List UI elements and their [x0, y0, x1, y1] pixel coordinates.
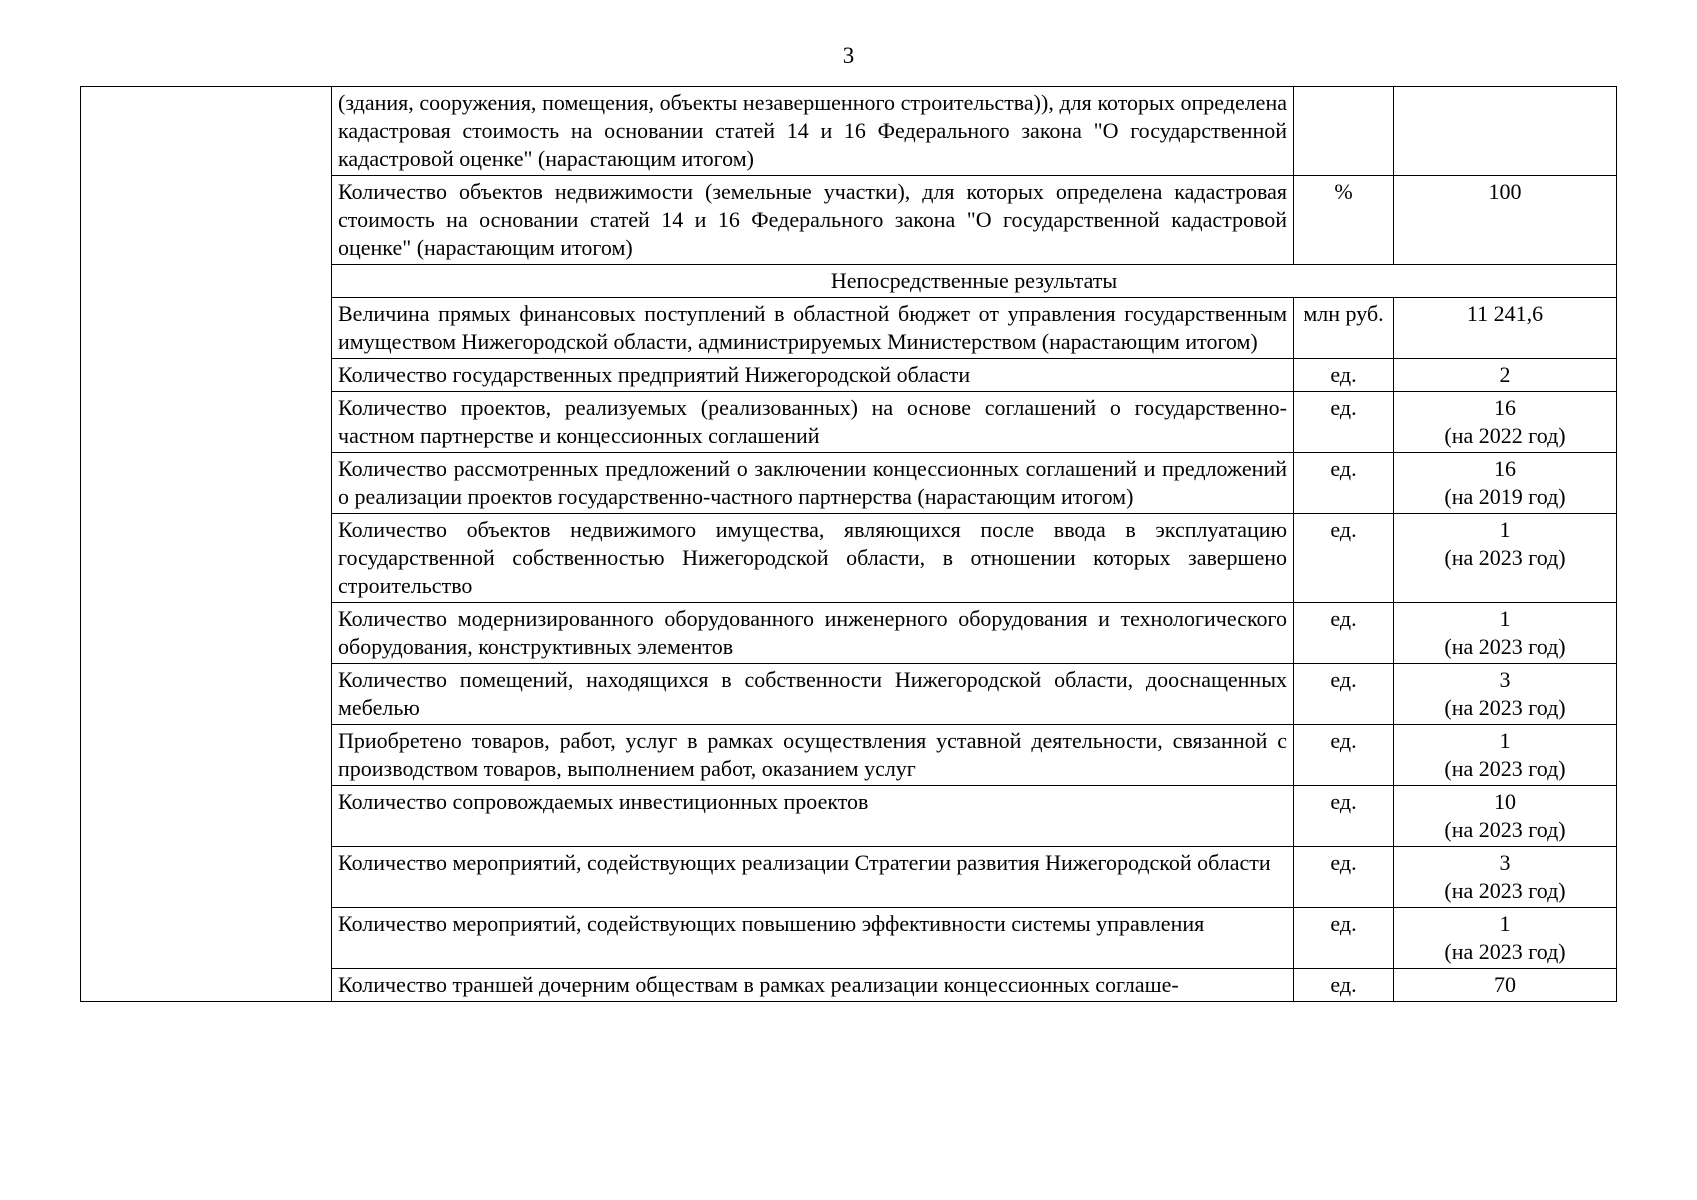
- value-year-note: (на 2019 год): [1444, 484, 1566, 509]
- unit-cell: ед.: [1294, 453, 1394, 514]
- value-year-note: (на 2023 год): [1444, 756, 1566, 781]
- indicator-description: Приобретено товаров, работ, услуг в рамках осуществления уставной деятельности, связанной с производством товаров, выполнением работ, оказанием услуг: [332, 725, 1294, 786]
- indicator-description: Количество траншей дочерним обществам в рамках реализации концессионных соглаше-: [332, 969, 1294, 1002]
- indicator-description: Величина прямых финансовых поступлений в областной бюджет от управления государственным имуществом Нижегородской области, администрируемых Министерством (нарастающим итогом): [332, 298, 1294, 359]
- value-cell: [1394, 87, 1617, 176]
- unit-cell: %: [1294, 176, 1394, 265]
- value-year-note: (на 2023 год): [1444, 695, 1566, 720]
- unit-cell: ед.: [1294, 514, 1394, 603]
- value-cell: [1394, 453, 1617, 514]
- unit-cell: ед.: [1294, 392, 1394, 453]
- unit-cell: ед.: [1294, 908, 1394, 969]
- value-number: 11 241,6: [1466, 301, 1544, 326]
- value-number: 1: [1499, 517, 1511, 542]
- value-number: 1: [1499, 911, 1511, 936]
- value-number: 10: [1494, 789, 1516, 814]
- section-title: Непосредственные результаты: [332, 265, 1617, 298]
- value-cell: [1394, 359, 1617, 392]
- value-cell: [1394, 298, 1617, 359]
- indicators-table: [80, 86, 1617, 1002]
- unit-cell: [1294, 87, 1394, 176]
- indicator-description: Количество мероприятий, содействующих реализации Стратегии развития Нижегородской области: [332, 847, 1294, 908]
- value-number: 3: [1499, 667, 1511, 692]
- value-cell: [1394, 969, 1617, 1002]
- value-number: 1: [1499, 728, 1511, 753]
- indicator-description: (здания, сооружения, помещения, объекты незавершенного строительства)), для которых определена кадастровая стоимость на основании статей 14 и 16 Федерального закона "О государственной кадастровой оценке" (нарастающим итогом): [332, 87, 1294, 176]
- page-number: 3: [842, 43, 855, 68]
- value-number: 1: [1499, 606, 1511, 631]
- value-cell: [1394, 725, 1617, 786]
- indicator-description: Количество помещений, находящихся в собственности Нижегородской области, дооснащенных мебелью: [332, 664, 1294, 725]
- indicator-description: Количество модернизированного оборудованного инженерного оборудования и технологического оборудования, конструктивных элементов: [332, 603, 1294, 664]
- value-year-note: (на 2023 год): [1444, 634, 1566, 659]
- unit-cell: ед.: [1294, 664, 1394, 725]
- value-year-note: (на 2023 год): [1444, 939, 1566, 964]
- indicator-group-cell: [81, 87, 332, 1002]
- unit-cell: ед.: [1294, 847, 1394, 908]
- unit-cell: ед.: [1294, 786, 1394, 847]
- value-number: 100: [1488, 179, 1522, 204]
- value-number: 70: [1494, 972, 1516, 997]
- value-cell: [1394, 176, 1617, 265]
- value-cell: [1394, 908, 1617, 969]
- indicator-description: Количество рассмотренных предложений о заключении концессионных соглашений и предложений о реализации проектов государственно-частного партнерства (нарастающим итогом): [332, 453, 1294, 514]
- value-year-note: (на 2023 год): [1444, 545, 1566, 570]
- value-cell: [1394, 786, 1617, 847]
- value-cell: [1394, 392, 1617, 453]
- indicators-table-body: [81, 87, 1617, 1002]
- unit-cell: ед.: [1294, 603, 1394, 664]
- value-number: 16: [1494, 456, 1516, 481]
- table-row: [81, 87, 1617, 176]
- indicator-description: Количество мероприятий, содействующих повышению эффективности системы управления: [332, 908, 1294, 969]
- unit-cell: ед.: [1294, 725, 1394, 786]
- value-cell: [1394, 847, 1617, 908]
- indicator-description: Количество государственных предприятий Нижегородской области: [332, 359, 1294, 392]
- value-year-note: (на 2023 год): [1444, 817, 1566, 842]
- value-number: 16: [1494, 395, 1516, 420]
- unit-cell: млн руб.: [1294, 298, 1394, 359]
- value-cell: [1394, 664, 1617, 725]
- value-number: 3: [1499, 850, 1511, 875]
- value-cell: [1394, 603, 1617, 664]
- value-year-note: (на 2023 год): [1444, 878, 1566, 903]
- value-year-note: (на 2022 год): [1444, 423, 1566, 448]
- indicator-description: Количество проектов, реализуемых (реализованных) на основе соглашений о государственно-частном партнерстве и концессионных соглашений: [332, 392, 1294, 453]
- value-number: 2: [1499, 362, 1511, 387]
- unit-cell: ед.: [1294, 969, 1394, 1002]
- value-cell: [1394, 514, 1617, 603]
- indicator-description: Количество сопровождаемых инвестиционных проектов: [332, 786, 1294, 847]
- indicator-description: Количество объектов недвижимого имущества, являющихся после ввода в эксплуатацию государственной собственностью Нижегородской области, в отношении которых завершено строительство: [332, 514, 1294, 603]
- unit-cell: ед.: [1294, 359, 1394, 392]
- indicator-description: Количество объектов недвижимости (земельные участки), для которых определена кадастровая стоимость на основании статей 14 и 16 Федерального закона "О государственной кадастровой оценке" (нарастающим итогом): [332, 176, 1294, 265]
